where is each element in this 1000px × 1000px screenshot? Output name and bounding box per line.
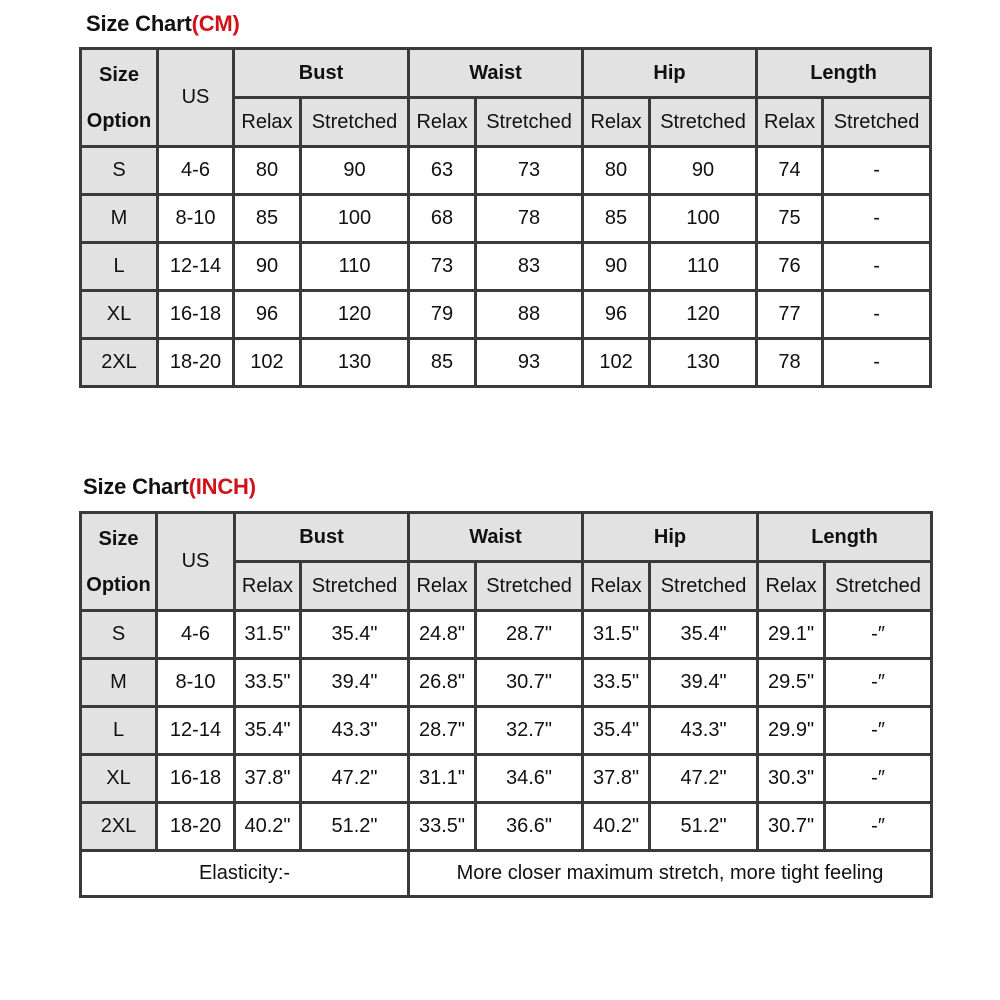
size-option-line2: Option <box>86 109 152 132</box>
cell-hip-stretched: 35.4" <box>650 611 758 659</box>
cell-waist-relax: 73 <box>409 243 476 291</box>
cell-waist-stretched: 32.7" <box>476 707 583 755</box>
cell-hip-relax: 80 <box>583 147 650 195</box>
cell-waist-stretched: 34.6" <box>476 755 583 803</box>
cell-bust-stretched: 43.3" <box>301 707 409 755</box>
cell-length-relax: 77 <box>757 291 823 339</box>
cell-bust-relax: 35.4" <box>235 707 301 755</box>
cell-length-stretched: - <box>823 243 931 291</box>
cell-length-stretched: -″ <box>825 803 932 851</box>
cell-bust-relax: 37.8" <box>235 755 301 803</box>
bust-header: Bust <box>235 513 409 562</box>
cell-waist-stretched: 30.7" <box>476 659 583 707</box>
cell-bust-stretched: 100 <box>301 195 409 243</box>
cell-length-relax: 29.9" <box>758 707 825 755</box>
length-header: Length <box>758 513 932 562</box>
cell-size: XL <box>81 755 157 803</box>
cell-length-stretched: - <box>823 195 931 243</box>
table-row <box>81 659 932 707</box>
cell-size: S <box>81 147 158 195</box>
cell-waist-relax: 26.8" <box>409 659 476 707</box>
hip-stretched-header: Stretched <box>650 562 758 611</box>
table-row <box>81 195 931 243</box>
cell-size: L <box>81 707 157 755</box>
cell-hip-relax: 37.8" <box>583 755 650 803</box>
cell-length-stretched: -″ <box>825 611 932 659</box>
cell-size: 2XL <box>81 803 157 851</box>
cell-us: 16-18 <box>158 291 234 339</box>
cell-hip-stretched: 120 <box>650 291 757 339</box>
cell-us: 8-10 <box>158 195 234 243</box>
elasticity-label: Elasticity:- <box>81 851 409 897</box>
hip-header: Hip <box>583 49 757 98</box>
inch-title-unit: (INCH) <box>188 474 256 499</box>
cell-bust-relax: 102 <box>234 339 301 387</box>
bust-relax-header: Relax <box>235 562 301 611</box>
cell-bust-relax: 40.2" <box>235 803 301 851</box>
cell-bust-stretched: 110 <box>301 243 409 291</box>
cell-hip-relax: 90 <box>583 243 650 291</box>
waist-header: Waist <box>409 49 583 98</box>
cell-length-relax: 75 <box>757 195 823 243</box>
cell-hip-relax: 96 <box>583 291 650 339</box>
inch-chart-title <box>83 474 256 500</box>
waist-stretched-header: Stretched <box>476 562 583 611</box>
length-relax-header: Relax <box>757 98 823 147</box>
cell-hip-stretched: 90 <box>650 147 757 195</box>
inch-title-prefix: Size Chart <box>83 474 189 499</box>
size-option-header <box>81 513 157 611</box>
cell-waist-relax: 33.5" <box>409 803 476 851</box>
bust-stretched-header: Stretched <box>301 98 409 147</box>
table-row <box>81 803 932 851</box>
cell-bust-stretched: 51.2" <box>301 803 409 851</box>
cell-length-stretched: - <box>823 147 931 195</box>
elasticity-description: More closer maximum stretch, more tight feeling <box>409 851 932 897</box>
cm-chart-title <box>86 11 240 37</box>
cell-us: 16-18 <box>157 755 235 803</box>
cell-waist-relax: 68 <box>409 195 476 243</box>
cell-bust-relax: 90 <box>234 243 301 291</box>
us-header: US <box>157 513 235 611</box>
cell-hip-relax: 85 <box>583 195 650 243</box>
cell-size: M <box>81 659 157 707</box>
cell-hip-relax: 40.2" <box>583 803 650 851</box>
cell-waist-relax: 31.1" <box>409 755 476 803</box>
cell-hip-relax: 31.5" <box>583 611 650 659</box>
cell-length-relax: 74 <box>757 147 823 195</box>
cell-bust-stretched: 35.4" <box>301 611 409 659</box>
length-relax-header: Relax <box>758 562 825 611</box>
cell-bust-relax: 31.5" <box>235 611 301 659</box>
cell-length-relax: 30.7" <box>758 803 825 851</box>
table-row <box>81 755 932 803</box>
cell-us: 8-10 <box>157 659 235 707</box>
cell-us: 4-6 <box>158 147 234 195</box>
cell-length-stretched: - <box>823 291 931 339</box>
length-stretched-header: Stretched <box>825 562 932 611</box>
hip-relax-header: Relax <box>583 562 650 611</box>
cell-waist-stretched: 28.7" <box>476 611 583 659</box>
cell-hip-stretched: 130 <box>650 339 757 387</box>
cell-size: 2XL <box>81 339 158 387</box>
table-row <box>81 243 931 291</box>
cell-bust-stretched: 47.2" <box>301 755 409 803</box>
cell-waist-stretched: 93 <box>476 339 583 387</box>
cell-bust-relax: 80 <box>234 147 301 195</box>
cell-bust-relax: 85 <box>234 195 301 243</box>
cm-title-prefix: Size Chart <box>86 11 192 36</box>
bust-header: Bust <box>234 49 409 98</box>
cell-length-stretched: -″ <box>825 659 932 707</box>
cell-hip-stretched: 43.3" <box>650 707 758 755</box>
cell-us: 12-14 <box>157 707 235 755</box>
cell-length-relax: 76 <box>757 243 823 291</box>
waist-stretched-header: Stretched <box>476 98 583 147</box>
cell-waist-stretched: 78 <box>476 195 583 243</box>
size-option-line1: Size <box>98 527 139 550</box>
cell-waist-relax: 85 <box>409 339 476 387</box>
cell-length-stretched: - <box>823 339 931 387</box>
length-stretched-header: Stretched <box>823 98 931 147</box>
cell-hip-relax: 33.5" <box>583 659 650 707</box>
cell-bust-relax: 96 <box>234 291 301 339</box>
cell-hip-stretched: 100 <box>650 195 757 243</box>
cell-waist-stretched: 83 <box>476 243 583 291</box>
cell-us: 18-20 <box>157 803 235 851</box>
cell-length-stretched: -″ <box>825 707 932 755</box>
hip-stretched-header: Stretched <box>650 98 757 147</box>
cell-us: 18-20 <box>158 339 234 387</box>
cell-hip-stretched: 39.4" <box>650 659 758 707</box>
cell-length-relax: 30.3" <box>758 755 825 803</box>
table-row <box>81 291 931 339</box>
waist-header: Waist <box>409 513 583 562</box>
cell-hip-stretched: 51.2" <box>650 803 758 851</box>
cell-bust-relax: 33.5" <box>235 659 301 707</box>
cell-waist-stretched: 88 <box>476 291 583 339</box>
cell-hip-relax: 35.4" <box>583 707 650 755</box>
table-row <box>81 147 931 195</box>
cell-waist-relax: 28.7" <box>409 707 476 755</box>
table-row <box>81 611 932 659</box>
table-row <box>81 339 931 387</box>
cell-waist-relax: 24.8" <box>409 611 476 659</box>
bust-stretched-header: Stretched <box>301 562 409 611</box>
bust-relax-header: Relax <box>234 98 301 147</box>
us-header: US <box>158 49 234 147</box>
cell-bust-stretched: 130 <box>301 339 409 387</box>
size-option-line1: Size <box>98 63 140 86</box>
cell-bust-stretched: 39.4" <box>301 659 409 707</box>
size-option-header <box>81 49 158 147</box>
cell-length-relax: 78 <box>757 339 823 387</box>
size-option-line2: Option <box>86 573 151 596</box>
cell-waist-relax: 79 <box>409 291 476 339</box>
cell-length-stretched: -″ <box>825 755 932 803</box>
cell-size: XL <box>81 291 158 339</box>
cell-us: 4-6 <box>157 611 235 659</box>
hip-header: Hip <box>583 513 758 562</box>
cell-length-relax: 29.1" <box>758 611 825 659</box>
cell-size: S <box>81 611 157 659</box>
cell-hip-stretched: 47.2" <box>650 755 758 803</box>
cell-size: M <box>81 195 158 243</box>
cm-size-table <box>79 47 932 388</box>
cell-waist-relax: 63 <box>409 147 476 195</box>
inch-size-table <box>79 511 933 898</box>
cell-waist-stretched: 73 <box>476 147 583 195</box>
cell-waist-stretched: 36.6" <box>476 803 583 851</box>
cell-size: L <box>81 243 158 291</box>
cell-length-relax: 29.5" <box>758 659 825 707</box>
cell-bust-stretched: 90 <box>301 147 409 195</box>
hip-relax-header: Relax <box>583 98 650 147</box>
length-header: Length <box>757 49 931 98</box>
cell-bust-stretched: 120 <box>301 291 409 339</box>
waist-relax-header: Relax <box>409 98 476 147</box>
table-row <box>81 707 932 755</box>
cell-us: 12-14 <box>158 243 234 291</box>
cm-title-unit: (CM) <box>191 11 240 36</box>
cell-hip-relax: 102 <box>583 339 650 387</box>
waist-relax-header: Relax <box>409 562 476 611</box>
cell-hip-stretched: 110 <box>650 243 757 291</box>
